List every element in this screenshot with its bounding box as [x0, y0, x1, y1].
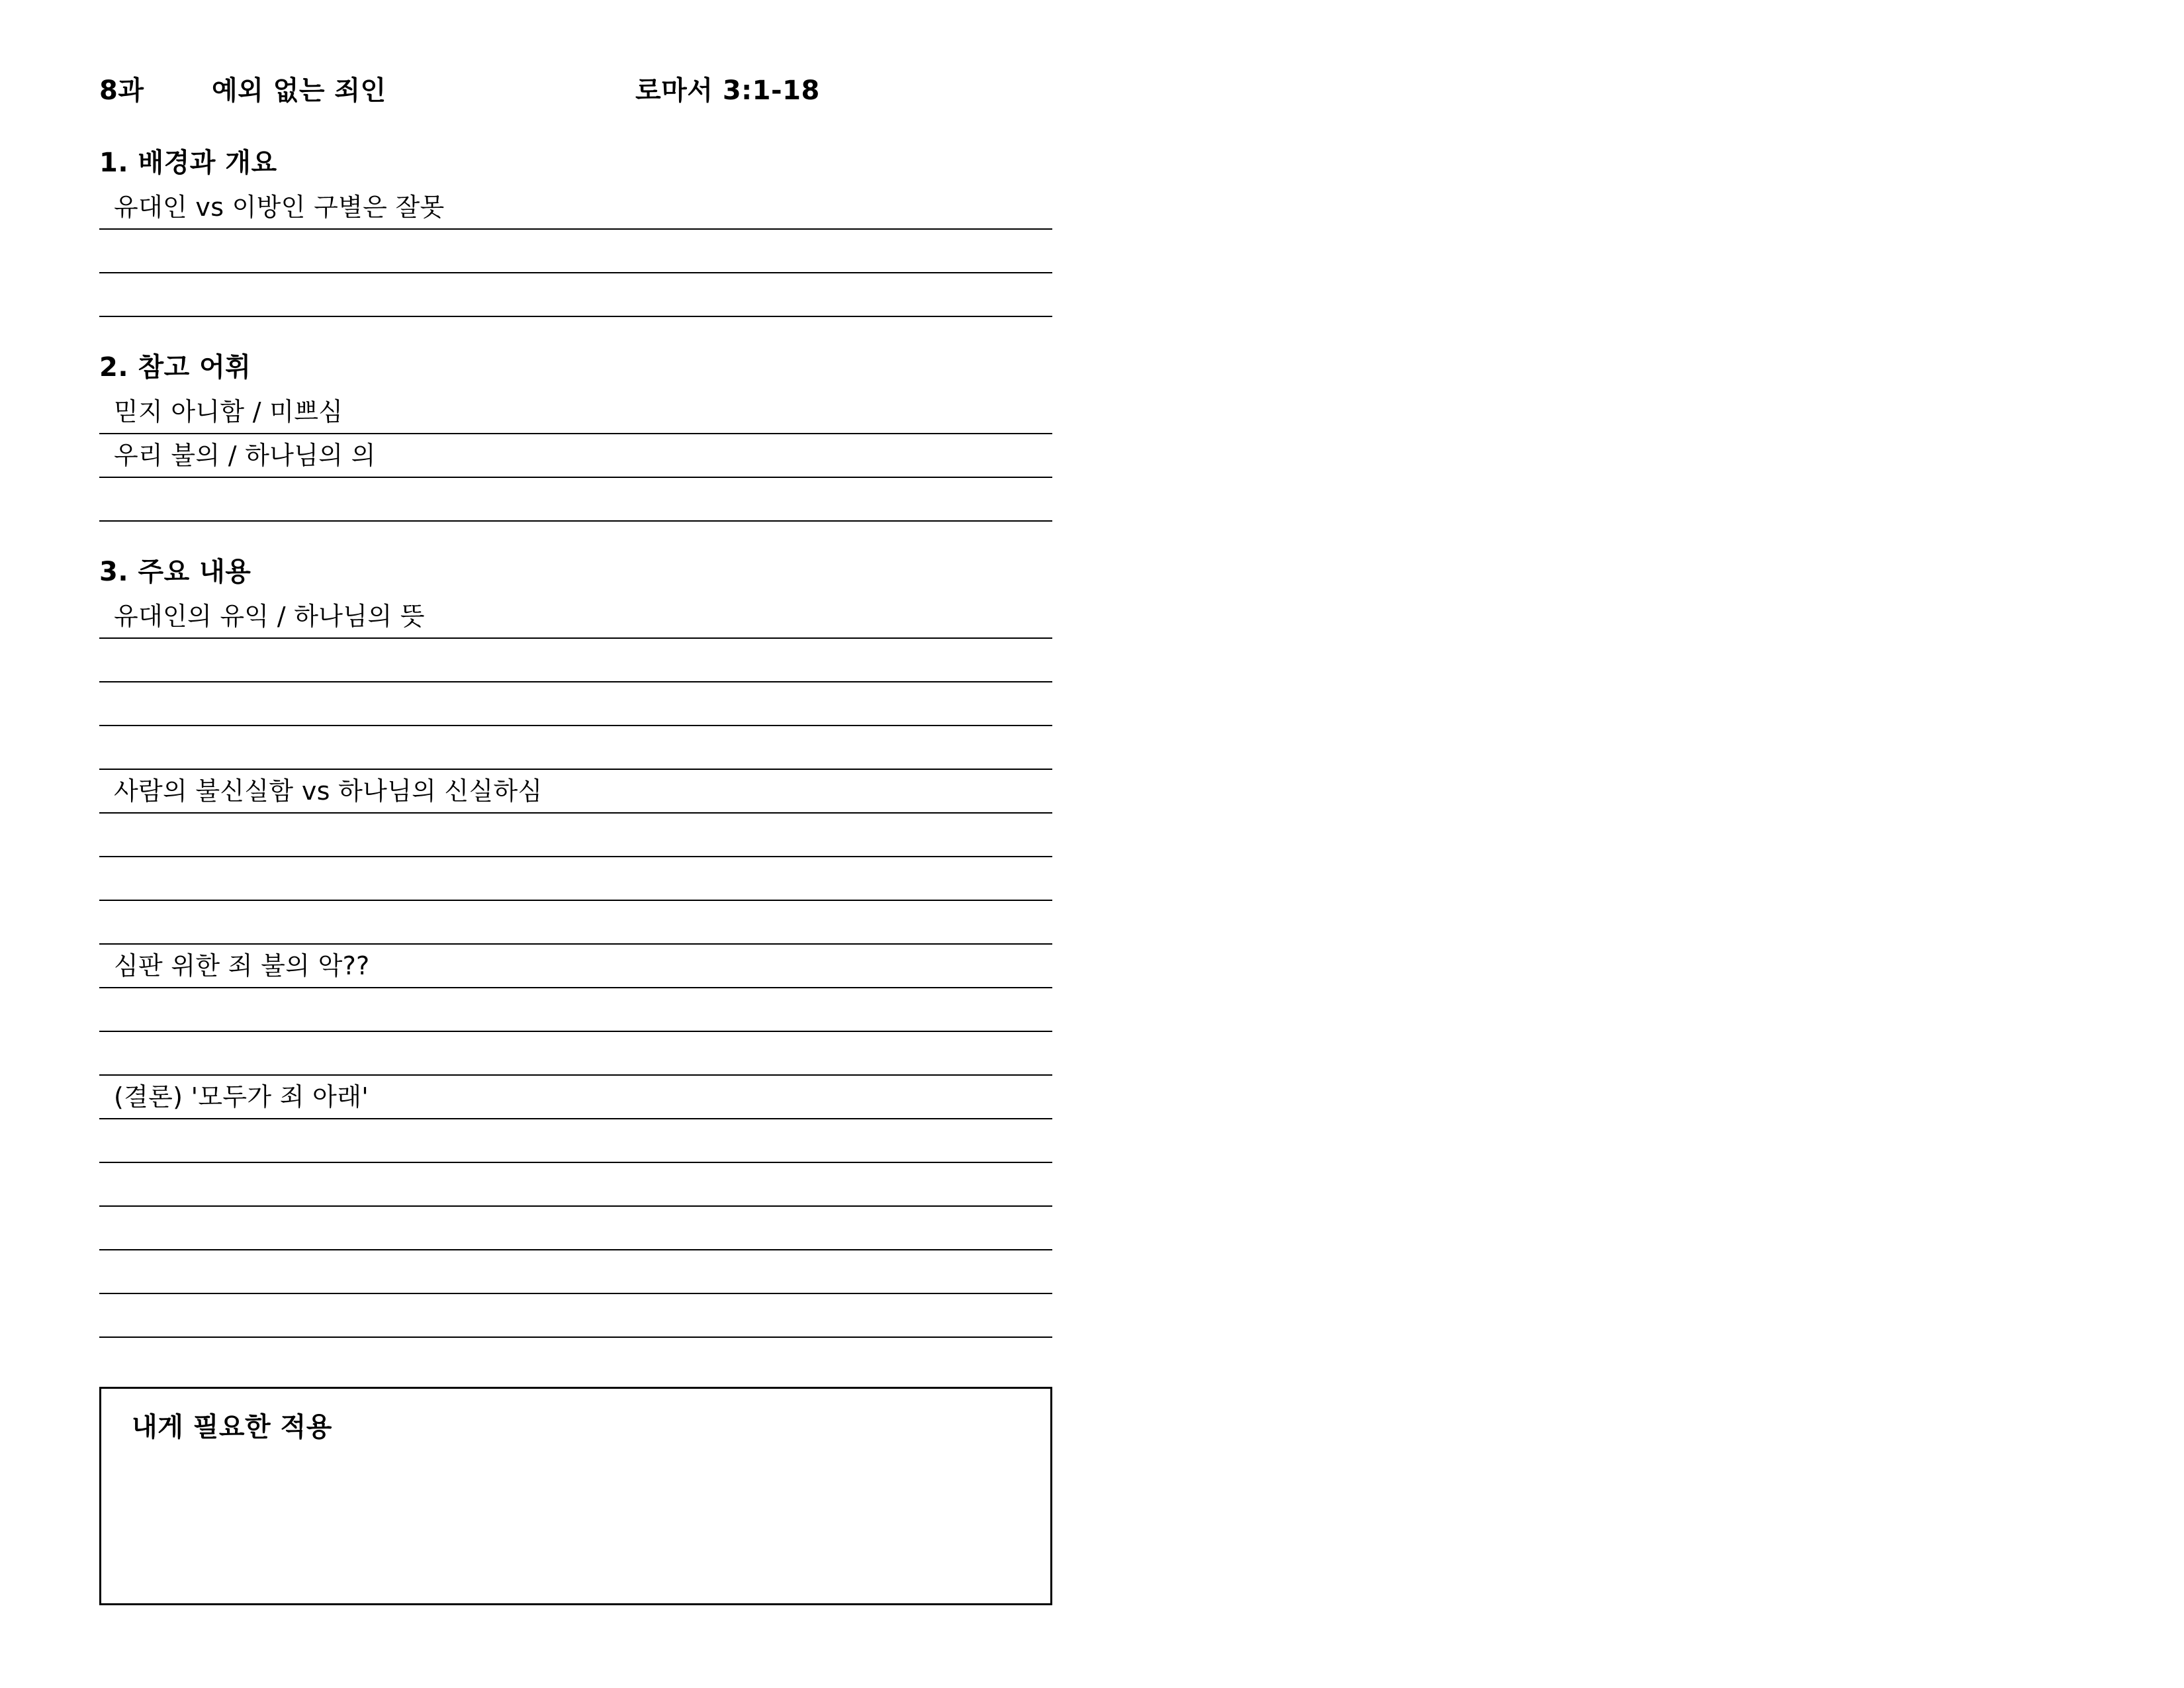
lesson-title: 예외 없는 죄인: [212, 75, 387, 106]
writing-line[interactable]: [99, 1163, 1052, 1207]
writing-line[interactable]: [99, 857, 1052, 901]
writing-line[interactable]: [99, 814, 1052, 857]
line-entry: 심판 위한 죄 불의 악??: [114, 951, 370, 980]
writing-line[interactable]: [99, 988, 1052, 1032]
writing-line[interactable]: [99, 1294, 1052, 1338]
section-heading-2: 2. 참고 어휘: [99, 352, 251, 383]
scripture-reference: 로마서 3:1-18: [635, 75, 820, 106]
writing-line[interactable]: [99, 1207, 1052, 1250]
writing-line[interactable]: [99, 434, 1052, 478]
line-entry: 믿지 아니함 / 미쁘심: [114, 397, 343, 426]
writing-line[interactable]: [99, 230, 1052, 273]
line-entry: 사람의 불신실함 vs 하나님의 신실하심: [114, 776, 543, 806]
writing-line[interactable]: [99, 901, 1052, 945]
line-entry: 유대인 vs 이방인 구별은 잘못: [114, 193, 445, 222]
writing-line[interactable]: [99, 273, 1052, 317]
writing-line[interactable]: [99, 1076, 1052, 1119]
writing-line[interactable]: [99, 639, 1052, 682]
line-entry: (결론) '모두가 죄 아래': [114, 1082, 369, 1111]
writing-line[interactable]: [99, 726, 1052, 770]
writing-line[interactable]: [99, 1250, 1052, 1294]
section-heading-3: 3. 주요 내용: [99, 557, 251, 587]
section-lines-3: [99, 595, 1052, 1338]
writing-line[interactable]: [99, 186, 1052, 230]
lesson-number: 8과: [99, 75, 144, 106]
writing-line[interactable]: [99, 770, 1052, 814]
writing-line[interactable]: [99, 1032, 1052, 1076]
writing-line[interactable]: [99, 478, 1052, 522]
writing-line[interactable]: [99, 1119, 1052, 1163]
application-box-title: 내게 필요한 적용: [132, 1412, 332, 1442]
line-entry: 유대인의 유익 / 하나님의 뜻: [114, 602, 425, 631]
writing-line[interactable]: [99, 945, 1052, 988]
section-heading-1: 1. 배경과 개요: [99, 148, 277, 178]
writing-line[interactable]: [99, 595, 1052, 639]
writing-line[interactable]: [99, 682, 1052, 726]
line-entry: 우리 불의 / 하나님의 의: [114, 441, 376, 470]
application-box[interactable]: [99, 1387, 1052, 1605]
page-title: [99, 70, 2184, 107]
section-lines-2: [99, 391, 1052, 522]
section-lines-1: [99, 186, 1052, 317]
writing-line[interactable]: [99, 391, 1052, 434]
